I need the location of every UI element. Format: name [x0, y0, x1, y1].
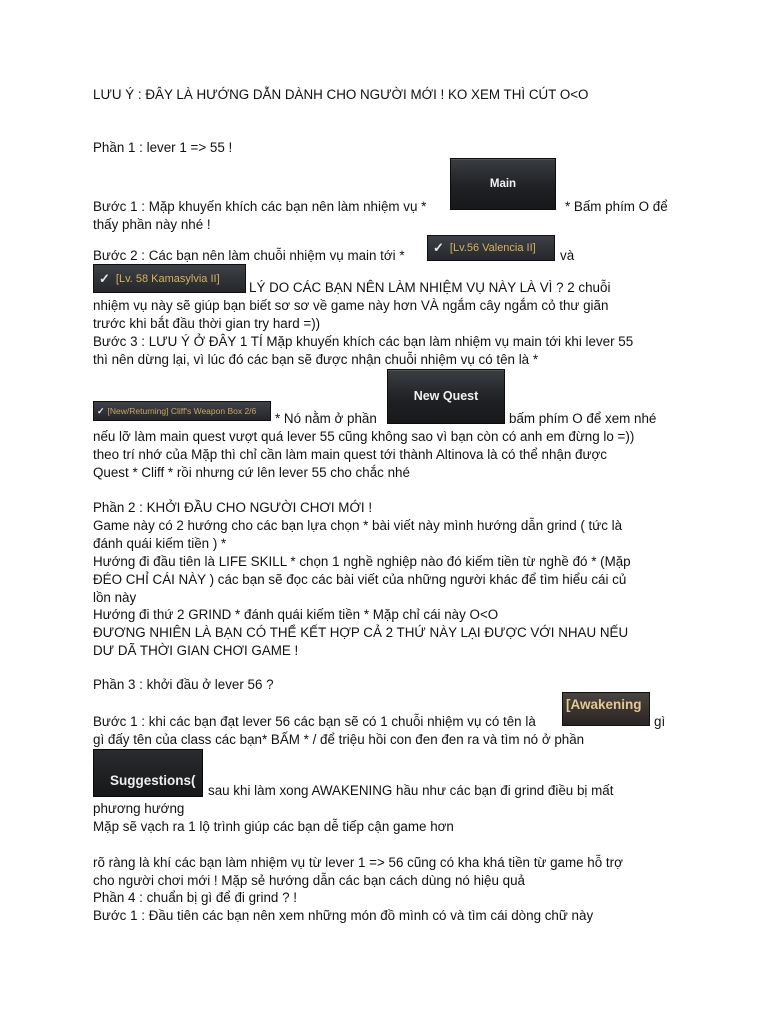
- checkmark-icon: ✓: [433, 240, 444, 255]
- part1-step2-line2: nhiệm vụ này sẽ giúp bạn biết sơ sơ về game này hơn VÀ ngắm cây ngắm cỏ thư giãn: [93, 298, 609, 313]
- quest-cliff-label: [New/Returning] Cliff's Weapon Box 2/6: [107, 406, 257, 416]
- quest-kamasylvia-image: [93, 264, 246, 293]
- part3-step1-text-after: gì: [654, 714, 666, 729]
- part2-line: ĐÉO CHỈ CÁI NÀY ) các bạn sẽ đọc các bài viết của những người khác để tìm hiểu cái củ: [93, 572, 627, 587]
- part2-line: Hướng đi đầu tiên là LIFE SKILL * chọn 1 nghề nghiệp nào đó kiếm tiền từ nghề đó * (Mặp: [93, 554, 631, 569]
- part1-heading: Phần 1 : lever 1 => 55 !: [93, 140, 233, 155]
- part1-step1-text-after: * Bấm phím O để: [565, 199, 668, 214]
- part1-step2-text-after: LÝ DO CÁC BẠN NÊN LÀM NHIỆM VỤ NÀY LÀ VÌ ? 2 chuỗi: [249, 280, 611, 295]
- quest-valencia-image: [427, 235, 555, 261]
- part2-heading: Phần 2 : KHỞI ĐẦU CHO NGƯỜI CHƠI MỚI !: [93, 500, 373, 515]
- part2-line: đánh quái kiếm tiền ) *: [93, 536, 227, 551]
- quest-kamasylvia-label: [Lv. 58 Kamasylvia II]: [115, 272, 220, 285]
- part3-step1-line4: phương hướng: [93, 801, 185, 816]
- checkmark-icon: ✓: [97, 405, 105, 416]
- part2-line: lồn này: [93, 590, 137, 605]
- part3-step1-line2: gì đấy tên của class các bạn* BẤM * / để triệu hồi con đen đen ra và tìm nó ở phần: [93, 732, 585, 747]
- part2-line: Game này có 2 hướng cho các bạn lựa chọn * bài viết này mình hướng dẫn grind ( tức là: [93, 518, 623, 533]
- awakening-quest-image: [562, 692, 650, 726]
- part2-line: ĐƯƠNG NHIÊN LÀ BẠN CÓ THỂ KẾT HỢP CẢ 2 THỨ NÀY LẠI ĐƯỢC VỚI NHAU NẾU: [93, 625, 629, 640]
- part1-step1-line2: thấy phần này nhé !: [93, 217, 211, 232]
- new-quest-button-label: New Quest: [413, 389, 479, 403]
- main-button-image: [450, 158, 556, 210]
- part1-step3-line5: theo trí nhớ của Mặp thì chỉ cần làm main quest tới thành Altinova là có thể nhận được: [93, 447, 607, 462]
- part1-step3-line1: Bước 3 : LƯU Ý Ở ĐÂY 1 TÍ Mặp khuyến khích các bạn làm nhiệm vụ main tới khi lever 55: [93, 334, 634, 349]
- awakening-quest-label: [Awakening: [566, 697, 642, 712]
- quest-cliff-image: [93, 401, 271, 421]
- part1-step3-text-mid: * Nó nằm ở phần: [275, 411, 377, 426]
- suggestions-button-label: Suggestions(: [110, 773, 196, 788]
- part3-step1-text-after2: sau khi làm xong AWAKENING hầu như các bạn đi grind điều bị mất: [208, 783, 614, 798]
- part3-line: rõ ràng là khí các bạn làm nhiệm vụ từ lever 1 => 56 cũng có kha khá tiền từ game hỗ trợ: [93, 855, 623, 870]
- part1-step3-line2: thì nên dừng lại, vì lúc đó các bạn sẽ được nhận chuỗi nhiệm vụ có tên là *: [93, 352, 539, 367]
- part3-step1-text: Bước 1 : khi các bạn đạt lever 56 các bạn sẽ có 1 chuỗi nhiệm vụ có tên là: [93, 714, 536, 729]
- document-title: LƯU Ý : ĐÂY LÀ HƯỚNG DẪN DÀNH CHO NGƯỜI MỚI ! KO XEM THÌ CÚT O<O: [93, 87, 589, 102]
- new-quest-button-image: [387, 369, 505, 424]
- part4-step1: Bước 1 : Đầu tiên các bạn nên xem những món đồ mình có và tìm cái dòng chữ này: [93, 908, 594, 923]
- part1-step3-line4: nếu lỡ làm main quest vượt quá lever 55 cũng không sao vì bạn còn có anh em đừng lo =)): [93, 429, 635, 444]
- part3-step1-line5: Mặp sẽ vạch ra 1 lộ trình giúp các bạn dễ tiếp cận game hơn: [93, 819, 454, 834]
- main-button-label: Main: [489, 178, 517, 190]
- part1-step3-line6: Quest * Cliff * rồi nhưng cứ lên lever 55 cho chắc nhé: [93, 465, 410, 480]
- part4-heading: Phần 4 : chuẩn bị gì để đi grind ? !: [93, 890, 297, 905]
- part3-heading: Phần 3 : khởi đầu ở lever 56 ?: [93, 677, 274, 692]
- part1-step1-text: Bước 1 : Mặp khuyến khích các bạn nên làm nhiệm vụ *: [93, 199, 427, 214]
- checkmark-icon: ✓: [99, 270, 110, 286]
- suggestions-button-image: [93, 749, 203, 797]
- part1-step3-text-after: bấm phím O để xem nhé: [509, 411, 657, 426]
- part2-line: Hướng đi thứ 2 GRIND * đánh quái kiếm tiền * Mặp chỉ cái này O<O: [93, 607, 499, 622]
- part1-step2-line3: trước khi bắt đầu thời gian try hard =)): [93, 316, 321, 331]
- part2-line: DƯ DÃ THỜI GIAN CHƠI GAME !: [93, 643, 299, 658]
- part1-step2-text: Bước 2 : Các bạn nên làm chuỗi nhiệm vụ main tới *: [93, 248, 405, 263]
- part3-line: cho người chơi mới ! Mặp sẻ hướng dẫn các bạn cách dùng nó hiệu quả: [93, 873, 525, 888]
- part1-step2-connector: và: [560, 248, 575, 263]
- quest-valencia-label: [Lv.56 Valencia II]: [449, 242, 536, 254]
